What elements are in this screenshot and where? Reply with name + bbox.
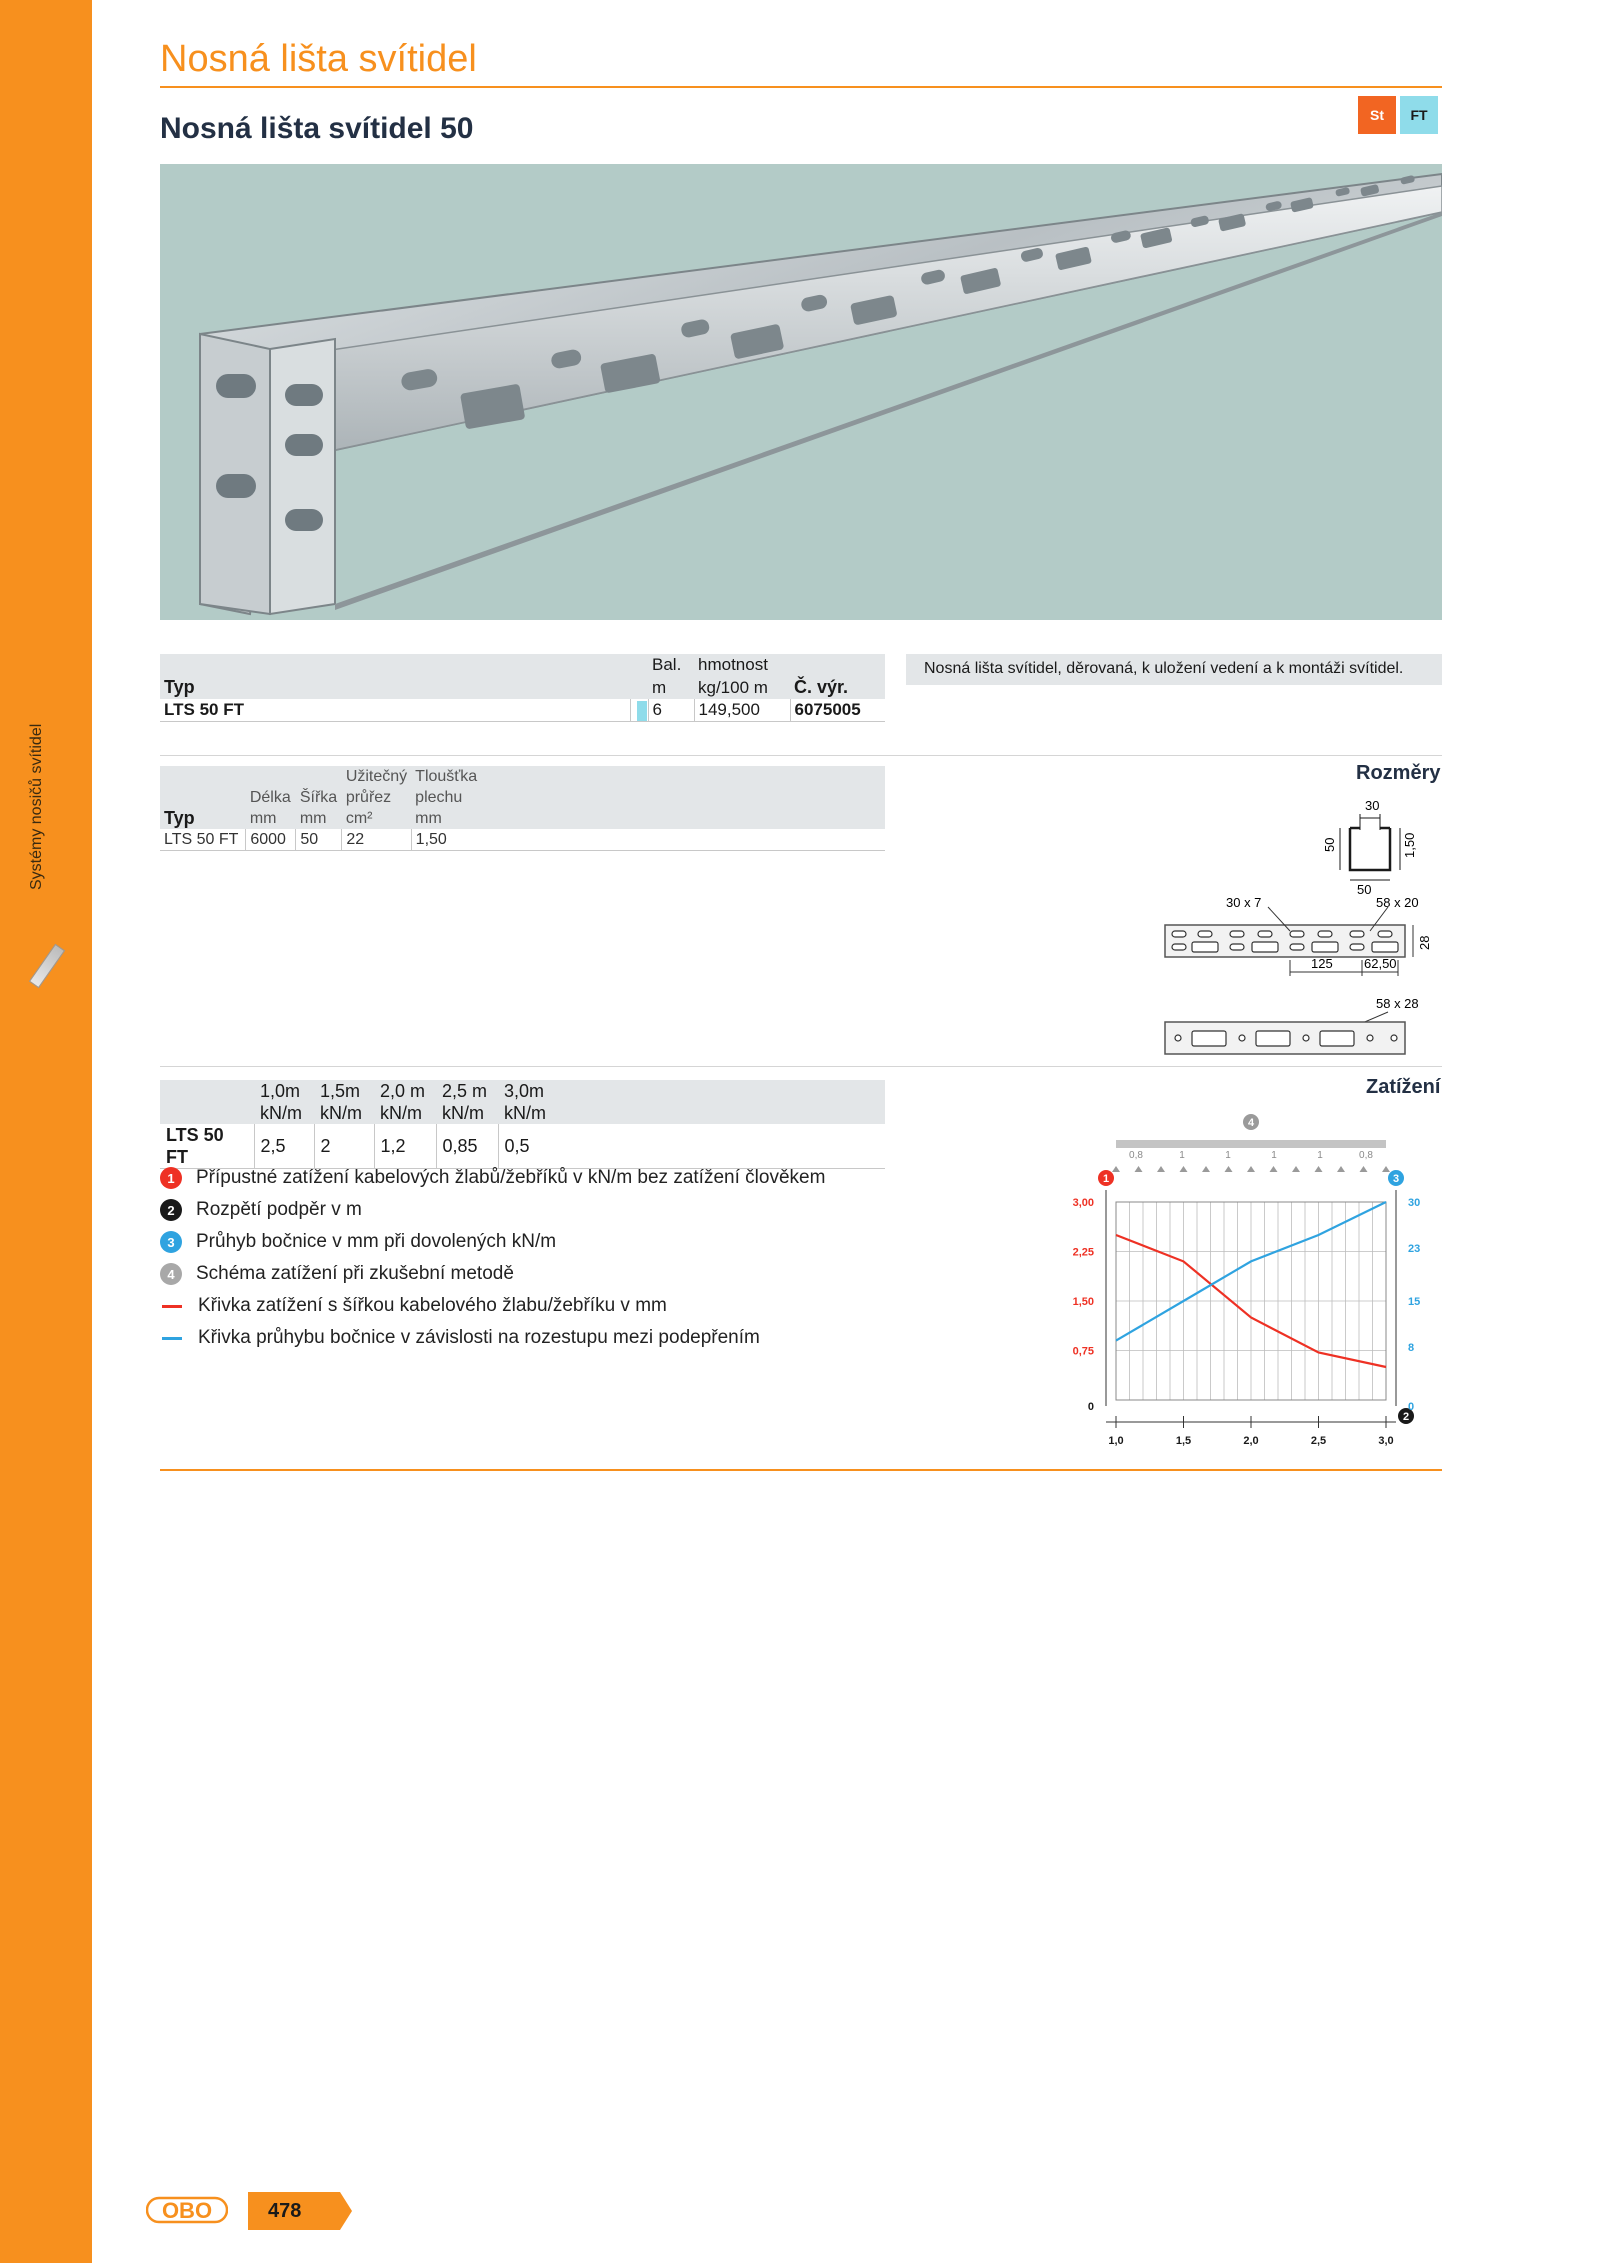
col-bal-unit: m xyxy=(652,678,667,697)
dim-hole-large-2: 58 x 28 xyxy=(1376,996,1419,1011)
right-tick-label: 0 xyxy=(1408,1401,1415,1413)
x-tick-label: 1,5 xyxy=(1175,1435,1192,1447)
load-schema-label: 1 xyxy=(1317,1150,1323,1161)
support-icon xyxy=(1157,1166,1165,1172)
legend-item xyxy=(160,1194,825,1226)
cell-art: 6075005 xyxy=(790,699,885,722)
legend-label: Křivka průhybu bočnice v závislosti na rozestupu mezi podepřením xyxy=(198,1327,760,1348)
col-art-label: Č. výr. xyxy=(794,677,849,697)
col-unit-5: kN/m xyxy=(504,1103,546,1123)
cell-load-1: 2,5 xyxy=(254,1124,314,1169)
col-weight-unit: kg/100 m xyxy=(698,678,768,697)
legend-label: Přípustné zatížení kabelových žlabů/žebříků v kN/m bez zatížení člověkem xyxy=(196,1167,826,1188)
col-unit-4: kN/m xyxy=(442,1103,484,1123)
page-number xyxy=(248,2192,352,2230)
cell-typ: LTS 50 FT xyxy=(160,829,246,851)
legend-label: Schéma zatížení při zkušební metodě xyxy=(196,1263,514,1284)
cell-bal: 6 xyxy=(648,699,694,722)
cell-area: 22 xyxy=(342,829,411,851)
marker-2-label: 2 xyxy=(1402,1411,1410,1423)
legend-label: Křivka zatížení s šířkou kabelového žlabu/žebříku v mm xyxy=(198,1295,667,1316)
support-icon xyxy=(1112,1166,1120,1172)
col-span-1: 1,0m xyxy=(260,1081,301,1101)
marker-3-icon: 3 xyxy=(160,1231,182,1253)
col-weight-label: hmotnost xyxy=(698,655,768,674)
x-tick-label: 3,0 xyxy=(1378,1435,1394,1447)
cell-load-5: 0,5 xyxy=(498,1124,885,1169)
left-tick-label: 3,00 xyxy=(1072,1197,1094,1209)
support-icon xyxy=(1382,1166,1390,1172)
marker-1-label: 1 xyxy=(1102,1173,1110,1185)
x-tick-label: 1,0 xyxy=(1108,1435,1124,1447)
cell-typ: LTS 50 FT xyxy=(160,1124,254,1169)
dim-bottom-width: 50 xyxy=(1357,882,1372,897)
material-badge-st: St xyxy=(1358,96,1396,134)
col-thick-unit: mm xyxy=(415,810,442,827)
red-line-icon xyxy=(162,1305,182,1308)
color-swatch xyxy=(637,701,647,721)
cell-weight: 149,500 xyxy=(694,699,790,722)
cell-thick: 1,50 xyxy=(411,829,885,851)
support-icon xyxy=(1202,1166,1210,1172)
sidebar-label: Systémy nosičů svítidel xyxy=(28,723,45,890)
load-schema-bar xyxy=(1116,1140,1386,1148)
right-tick-label: 23 xyxy=(1408,1243,1421,1256)
support-icon xyxy=(1292,1166,1300,1172)
cell-load-3: 1,2 xyxy=(374,1124,436,1169)
marker-4-label: 4 xyxy=(1247,1117,1255,1129)
col-area-label: Užitečný xyxy=(345,768,408,785)
rail-thumbnail-icon xyxy=(29,944,65,989)
col-length-unit: mm xyxy=(249,810,277,827)
obo-logo xyxy=(146,2195,228,2230)
dim-pitch-125: 125 xyxy=(1311,956,1333,971)
support-icon xyxy=(1180,1166,1188,1172)
page-title: Nosná lišta svítidel xyxy=(160,38,477,80)
support-icon xyxy=(1315,1166,1323,1172)
load-schema-label: 0,8 xyxy=(1129,1150,1143,1161)
right-tick-label: 8 xyxy=(1408,1342,1415,1355)
support-icon xyxy=(1337,1166,1345,1172)
dim-top-width: 30 xyxy=(1365,798,1380,813)
load-table xyxy=(160,1080,885,1169)
load-heading: Zatížení xyxy=(1366,1076,1441,1098)
left-tick-label: 0 xyxy=(1087,1401,1094,1413)
product-description: Nosná lišta svítidel, děrovaná, k uložení vedení a k montáži svítidel. xyxy=(906,654,1442,685)
col-span-2: 1,5m xyxy=(320,1081,361,1101)
right-tick-label: 15 xyxy=(1408,1296,1421,1308)
legend xyxy=(160,1162,825,1354)
material-badge-ft: FT xyxy=(1400,96,1438,134)
dim-hole-large: 58 x 20 xyxy=(1376,895,1419,910)
marker-4-icon: 4 xyxy=(160,1263,182,1285)
marker-2-icon: 2 xyxy=(160,1199,182,1221)
title-divider xyxy=(160,86,1442,88)
section-divider xyxy=(160,755,1442,756)
cell-load-2: 2 xyxy=(314,1124,374,1169)
col-width-unit: mm xyxy=(299,810,327,827)
blue-line-icon xyxy=(162,1337,182,1340)
dim-pitch-62: 62,50 xyxy=(1364,956,1397,971)
dim-height-28: 28 xyxy=(1417,935,1432,950)
load-schema-label: 0,8 xyxy=(1359,1150,1373,1161)
x-tick-label: 2,5 xyxy=(1310,1435,1327,1447)
order-table xyxy=(160,654,885,722)
support-icon xyxy=(1360,1166,1368,1172)
cell-length: 6000 xyxy=(246,829,296,851)
legend-item xyxy=(160,1322,825,1354)
legend-label: Průhyb bočnice v mm při dovolených kN/m xyxy=(196,1231,557,1252)
rail-illustration xyxy=(160,164,1442,620)
load-chart xyxy=(1050,1110,1450,1460)
dimension-drawings xyxy=(1150,790,1450,1065)
section-divider xyxy=(160,1066,1442,1067)
support-icon xyxy=(1270,1166,1278,1172)
col-unit-2: kN/m xyxy=(320,1103,362,1123)
left-tick-label: 0,75 xyxy=(1072,1345,1094,1358)
right-tick-label: 30 xyxy=(1408,1197,1421,1209)
sidebar xyxy=(0,0,92,2263)
left-tick-label: 1,50 xyxy=(1072,1296,1094,1308)
col-unit-1: kN/m xyxy=(260,1103,302,1123)
col-span-5: 3,0m xyxy=(504,1081,545,1101)
support-icon xyxy=(1135,1166,1143,1172)
col-area-unit: cm² xyxy=(345,810,373,827)
load-schema-label: 1 xyxy=(1225,1150,1231,1161)
col-span-3: 2,0 m xyxy=(380,1081,426,1101)
dim-height: 50 xyxy=(1322,837,1337,852)
dimensions-heading: Rozměry xyxy=(1356,762,1441,784)
page-number-text: 478 xyxy=(268,2200,302,2222)
cell-width: 50 xyxy=(296,829,342,851)
table-row xyxy=(160,699,885,722)
legend-item xyxy=(160,1258,825,1290)
load-schema-label: 1 xyxy=(1179,1150,1185,1161)
support-icon xyxy=(1225,1166,1233,1172)
col-area-label-2: průřez xyxy=(345,789,392,806)
legend-item xyxy=(160,1290,825,1322)
marker-3-label: 3 xyxy=(1392,1173,1400,1185)
product-photo xyxy=(160,164,1442,620)
col-typ-label: Typ xyxy=(164,677,195,697)
col-thick-label: Tloušťka xyxy=(415,768,478,785)
marker-1-icon: 1 xyxy=(160,1167,182,1189)
legend-item xyxy=(160,1162,825,1194)
col-unit-3: kN/m xyxy=(380,1103,422,1123)
product-subtitle: Nosná lišta svítidel 50 xyxy=(160,112,474,145)
col-width-label: Šířka xyxy=(299,789,338,806)
support-icon xyxy=(1247,1166,1255,1172)
dim-thickness: 1,50 xyxy=(1402,832,1417,858)
bottom-divider xyxy=(160,1469,1442,1471)
col-span-4: 2,5 m xyxy=(442,1081,488,1101)
logo-text: OBO xyxy=(161,2198,213,2223)
legend-label: Rozpětí podpěr v m xyxy=(196,1199,362,1220)
cell-typ: LTS 50 FT xyxy=(160,699,630,722)
dim-hole-small: 30 x 7 xyxy=(1226,895,1262,910)
left-tick-label: 2,25 xyxy=(1072,1246,1094,1259)
dimensions-table xyxy=(160,766,885,851)
profile-cross-section xyxy=(1350,828,1390,870)
load-schema-label: 1 xyxy=(1271,1150,1277,1161)
legend-item xyxy=(160,1226,825,1258)
col-length-label: Délka xyxy=(249,789,291,806)
col-typ-label: Typ xyxy=(164,808,195,828)
col-bal-label: Bal. xyxy=(652,655,682,674)
cell-load-4: 0,85 xyxy=(436,1124,498,1169)
table-row xyxy=(160,829,885,851)
x-tick-label: 2,0 xyxy=(1243,1435,1259,1447)
col-thick-label-2: plechu xyxy=(415,789,463,806)
